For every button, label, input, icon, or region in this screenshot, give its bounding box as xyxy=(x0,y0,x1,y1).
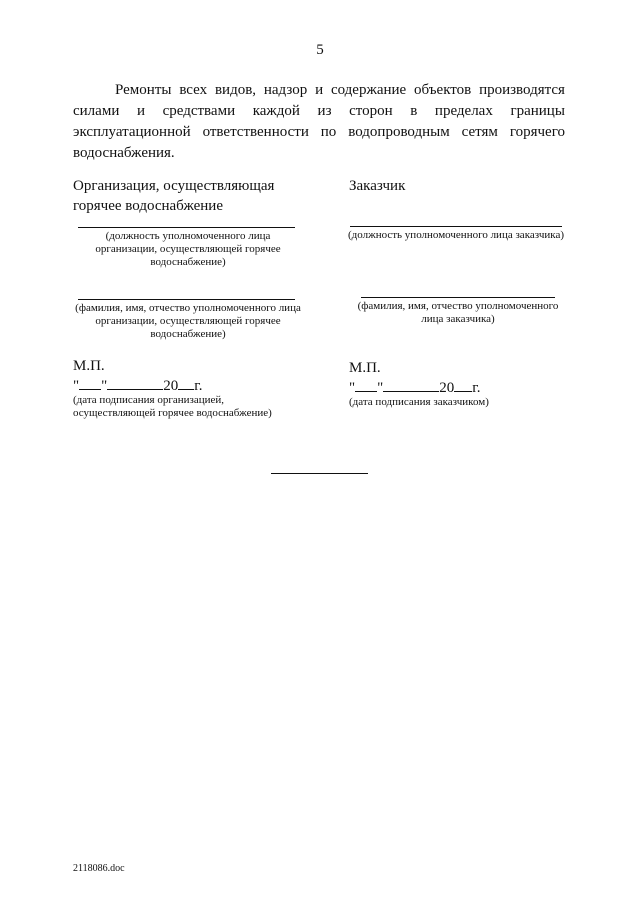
day-blank xyxy=(355,378,377,392)
word: производятся xyxy=(479,82,565,98)
left-name-caption xyxy=(53,302,323,341)
closing-divider xyxy=(271,473,368,474)
body-paragraph xyxy=(73,80,565,164)
paragraph-line xyxy=(73,143,565,164)
year-suffix: г. xyxy=(472,380,481,396)
word: в xyxy=(410,103,418,119)
caption-line: лица заказчика) xyxy=(421,313,495,325)
left-heading xyxy=(73,176,274,216)
word: ответственности xyxy=(202,124,309,140)
day-blank xyxy=(79,376,101,390)
word: содержание xyxy=(330,82,407,98)
left-date-caption xyxy=(73,394,272,420)
word: по xyxy=(320,124,337,140)
caption-line: осуществляющей горячее водоснабжение) xyxy=(73,407,272,419)
left-date-line xyxy=(73,376,202,395)
right-name-caption xyxy=(343,300,573,326)
word: объектов xyxy=(414,82,472,98)
year-suffix: г. xyxy=(194,378,203,394)
word: каждой xyxy=(252,103,300,119)
left-position-caption xyxy=(58,230,318,269)
year-prefix: 20 xyxy=(163,378,179,394)
caption-line: водоснабжение) xyxy=(150,328,226,340)
quote-mark: " xyxy=(377,380,384,396)
year-prefix: 20 xyxy=(439,380,455,396)
caption-line: (должность уполномоченного лица xyxy=(105,230,271,242)
word: водоснабжения. xyxy=(73,145,175,161)
left-position-signature-line xyxy=(78,227,295,228)
page-number: 5 xyxy=(316,42,324,58)
right-stamp-label: М.П. xyxy=(349,360,381,376)
right-date-line xyxy=(349,378,480,397)
left-heading-line: горячее водоснабжение xyxy=(73,198,223,214)
paragraph-line xyxy=(73,80,565,101)
quote-mark: " xyxy=(73,378,80,394)
word: Ремонты xyxy=(115,82,172,98)
right-date-caption xyxy=(349,396,489,409)
word: горячего xyxy=(509,124,565,140)
footer-filename: 2118086.doc xyxy=(73,863,125,874)
year-blank xyxy=(454,378,472,392)
right-name-signature-line xyxy=(361,297,555,298)
word: водопроводным xyxy=(348,124,450,140)
caption-line: организации, осуществляющей горячее xyxy=(95,315,281,327)
word: надзор xyxy=(263,82,308,98)
word: силами xyxy=(73,103,120,119)
paragraph-line xyxy=(73,101,565,122)
year-blank xyxy=(178,376,194,390)
word: сторон xyxy=(349,103,393,119)
right-position-caption xyxy=(340,229,572,242)
caption-line: (фамилия, имя, отчество уполномоченного лица xyxy=(75,302,301,314)
right-heading: Заказчик xyxy=(349,178,406,194)
word: всех xyxy=(179,82,208,98)
caption-line: (дата подписания заказчиком) xyxy=(349,396,489,408)
left-stamp-label: М.П. xyxy=(73,358,105,374)
word: видов, xyxy=(214,82,257,98)
word: пределах xyxy=(434,103,493,119)
month-blank xyxy=(383,378,439,392)
word: границы xyxy=(510,103,565,119)
word: эксплуатационной xyxy=(73,124,191,140)
word: из xyxy=(317,103,332,119)
quote-mark: " xyxy=(101,378,108,394)
right-position-signature-line xyxy=(350,226,562,227)
word: средствами xyxy=(162,103,236,119)
caption-line: (должность уполномоченного лица заказчика) xyxy=(347,229,565,241)
left-name-signature-line xyxy=(78,299,295,300)
caption-line: (фамилия, имя, отчество уполномоченного xyxy=(357,300,559,312)
caption-line: организации, осуществляющей горячее xyxy=(95,243,281,255)
word: сетям xyxy=(461,124,498,140)
caption-line: водоснабжение) xyxy=(150,256,226,268)
word: и xyxy=(136,103,145,119)
quote-mark: " xyxy=(349,380,356,396)
month-blank xyxy=(107,376,163,390)
caption-line: (дата подписания организацией, xyxy=(73,394,225,406)
word: и xyxy=(315,82,324,98)
left-heading-line: Организация, осуществляющая xyxy=(73,178,275,194)
paragraph-line xyxy=(73,122,565,143)
